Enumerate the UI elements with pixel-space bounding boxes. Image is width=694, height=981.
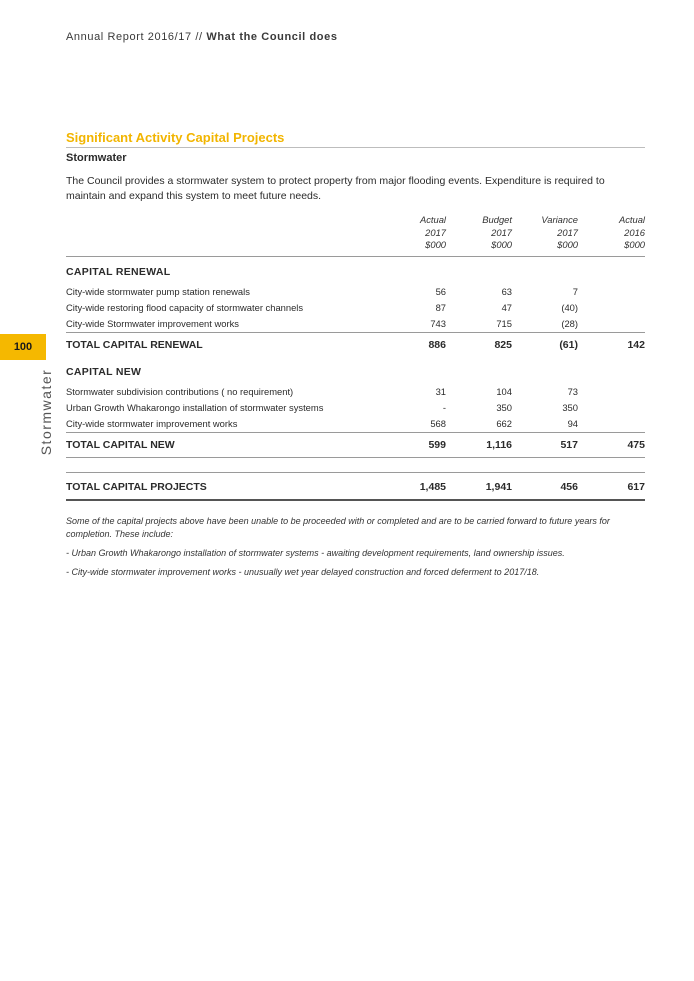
footnote-intro: Some of the capital projects above have been unable to be proceeded with or completed and are to be carried forward to future years for completion. These include: [66,515,610,539]
page-number-tab [0,334,46,360]
footnote-item: - City-wide stormwater improvement works - unusually wet year delayed construction and forced deferment to 2017/18. [66,566,540,577]
table-row: City-wide stormwater improvement works 568 662 94 [66,417,578,429]
header-prefix: Annual Report 2016/17 // [66,31,207,43]
spacer-row [66,457,645,472]
total-row-new: TOTAL CAPITAL NEW 599 1,116 517 475 [66,432,645,457]
column-header-budget-2017: Budget 2017 $000 [482,214,512,250]
column-header-actual-2017: Actual 2017 $000 [419,214,446,250]
table-row: Urban Growth Whakarongo installation of stormwater systems - 350 350 [66,401,578,413]
running-header [66,31,338,43]
column-header-variance-2017: Variance 2017 $000 [541,214,578,250]
table-row: City-wide stormwater pump station renewals 56 63 7 [66,285,578,297]
footnote-item: - Urban Growth Whakarongo installation of stormwater systems - awaiting development requirements, land ownership issues. [66,547,565,558]
table-row: Stormwater subdivision contributions ( no requirement) 31 104 73 [66,385,578,397]
sub-title: Stormwater [66,152,127,164]
table-header-row [66,214,645,256]
description-column-header [66,214,388,256]
table-row: City-wide restoring flood capacity of stormwater channels 87 47 (40) [66,301,578,313]
capital-projects-table [66,214,645,501]
footnotes [66,515,645,579]
side-section-label: Stormwater [38,368,54,456]
group-heading-renewal: CAPITAL RENEWAL [66,265,171,278]
page-number: 100 [13,341,33,353]
table-row: City-wide Stormwater improvement works 743 715 (28) [66,317,578,329]
grand-total-row: TOTAL CAPITAL PROJECTS 1,485 1,941 456 617 [66,472,645,500]
main-content [66,130,645,585]
section-title: Significant Activity Capital Projects [66,130,645,148]
total-row-renewal: TOTAL CAPITAL RENEWAL 886 825 (61) 142 [66,332,645,357]
intro-paragraph: The Council provides a stormwater system to protect property from major flooding events. Expenditure is required to maintain and expand this system to meet future needs. [66,175,605,202]
header-section: What the Council does [206,31,338,43]
column-header-actual-2016: Actual 2016 $000 [618,214,645,250]
group-heading-new: CAPITAL NEW [66,365,142,378]
